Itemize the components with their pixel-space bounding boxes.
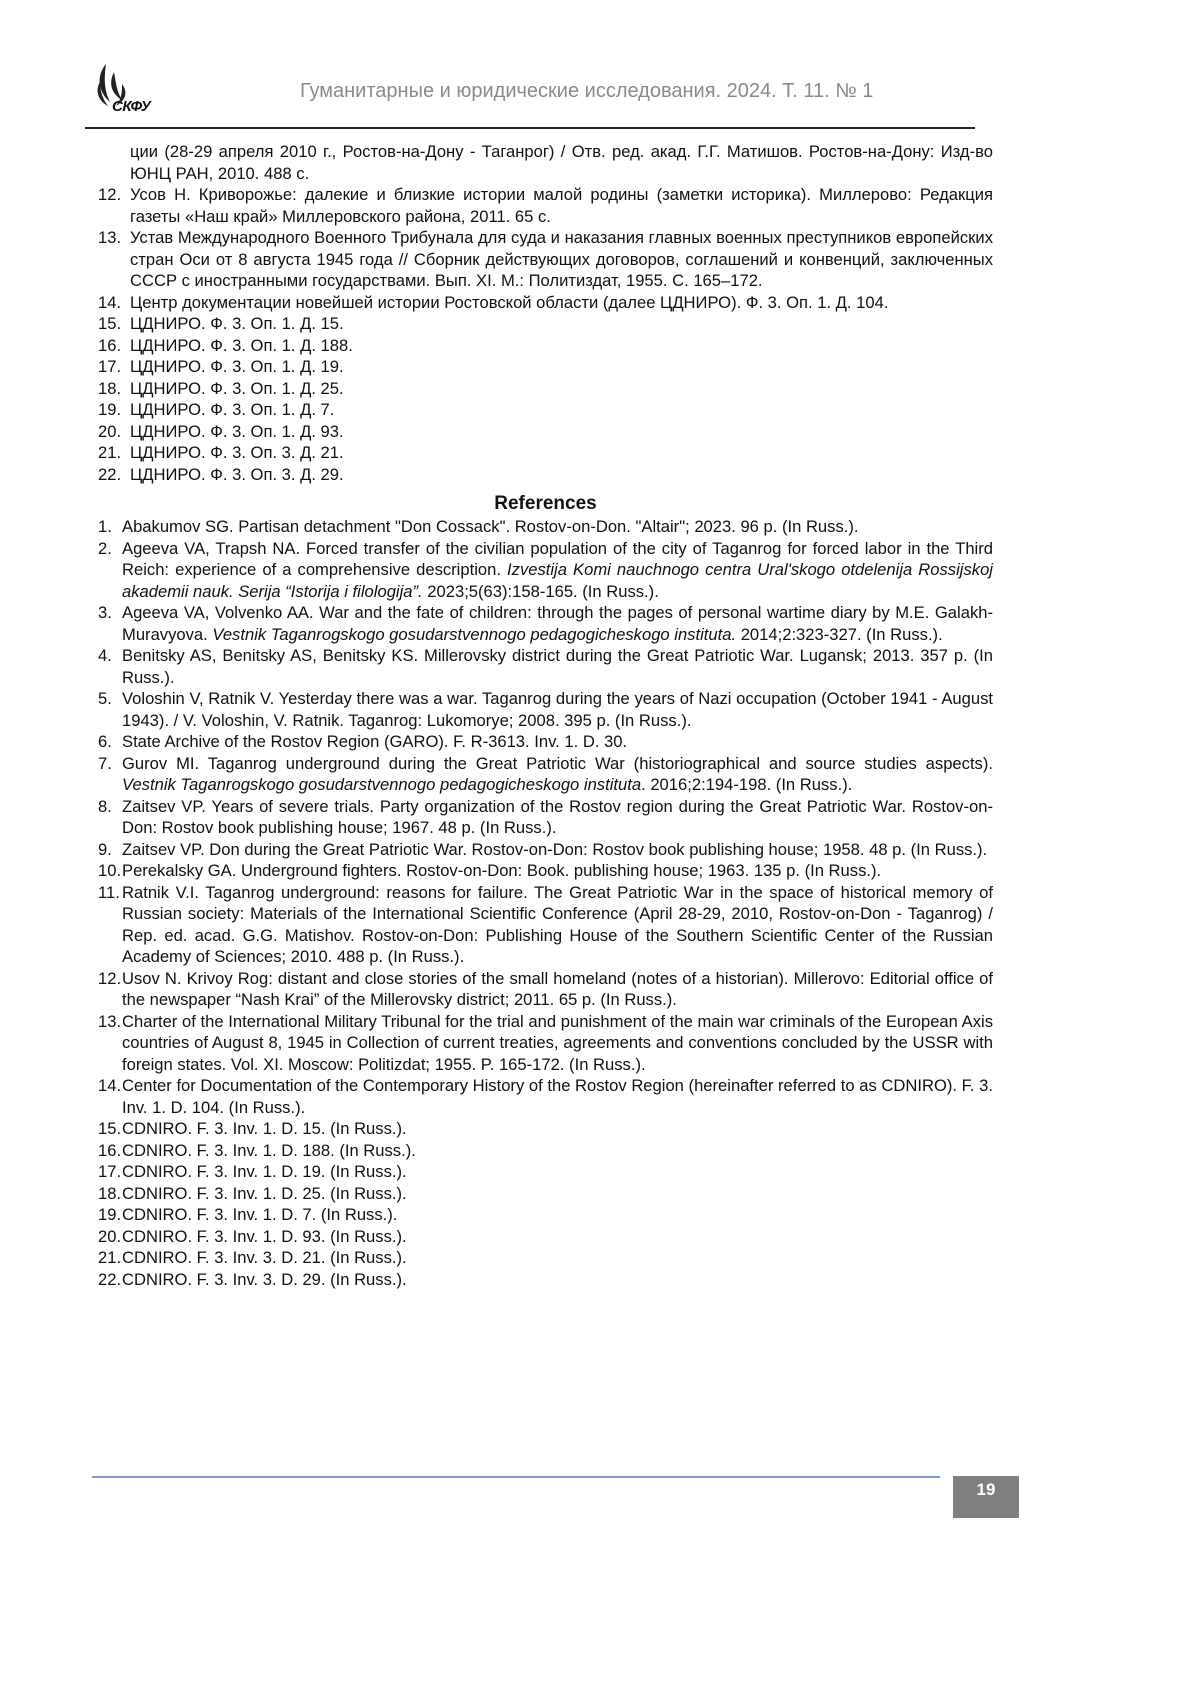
- reference-text-main: Zaitsev VP. Years of severe trials. Party organization of the Rostov region during the Great Patriotic War. Rostov-on-Don: Rostov book publishing house; 1967. 48 p. (In Russ.).: [122, 797, 993, 838]
- reference-item: [98, 292, 993, 314]
- reference-number: 21.: [98, 1247, 122, 1269]
- reference-text: [130, 378, 993, 400]
- reference-text: [122, 1011, 993, 1076]
- reference-number: 14.: [98, 1075, 122, 1118]
- reference-number: 2.: [98, 538, 122, 603]
- references-heading: References: [98, 493, 993, 515]
- reference-text: [130, 227, 993, 292]
- reference-item: [98, 839, 993, 861]
- reference-number: 4.: [98, 645, 122, 688]
- reference-text-main: Усов Н. Криворожье: далекие и близкие истории малой родины (заметки историка). Миллерово: Редакция газеты «Наш край» Миллеровского района, 2011. 65 с.: [130, 185, 993, 226]
- reference-journal: Vestnik Taganrogskogo gosudarstvennogo pedagogicheskogo instituta: [122, 775, 641, 794]
- reference-item: [98, 399, 993, 421]
- reference-text: [130, 335, 993, 357]
- journal-title: Гуманитарные и юридические исследования. 2024. Т. 11. № 1: [300, 80, 873, 103]
- reference-item: [98, 1075, 993, 1118]
- reference-text-tail: . 2016;2:194-198. (In Russ.).: [641, 775, 852, 794]
- reference-text-main: ЦДНИРО. Ф. 3. Оп. 1. Д. 25.: [130, 379, 344, 398]
- reference-number: 17.: [98, 1161, 122, 1183]
- reference-item: [98, 796, 993, 839]
- reference-number: 18.: [98, 1183, 122, 1205]
- reference-text: [130, 313, 993, 335]
- reference-text-tail: 2014;2:323-327. (In Russ.).: [736, 625, 943, 644]
- reference-item: [98, 184, 993, 227]
- page-body: [98, 141, 993, 1290]
- reference-item: [98, 1161, 993, 1183]
- reference-number: 6.: [98, 731, 122, 753]
- reference-text-main: Ratnik V.I. Taganrog underground: reasons for failure. The Great Patriotic War in the space of historical memory of Russian society: Materials of the International Scientific Conference (April 28-29, 2010, Rostov-on-Don - Taganrog) / Rep. ed. acad. G.G. Matishov. Rostov-on-Don: Publishing House of the Southern Scientific Center of the Russian Academy of Sciences; 2010. 488 p. (In Russ.).: [122, 883, 993, 967]
- reference-text-main: ЦДНИРО. Ф. 3. Оп. 1. Д. 93.: [130, 422, 344, 441]
- reference-text-main: Charter of the International Military Tribunal for the trial and punishment of the main war criminals of the European Axis countries of August 8, 1945 in Collection of current treaties, agreements and conventions concluded by the USSR with foreign states. Vol. XI. Moscow: Politizdat; 1955. P. 165-172. (In Russ.).: [122, 1012, 993, 1074]
- reference-item: [98, 442, 993, 464]
- reference-text-main: CDNIRO. F. 3. Inv. 1. D. 93. (In Russ.).: [122, 1227, 407, 1246]
- reference-text: [122, 753, 993, 796]
- reference-text: [122, 516, 993, 538]
- reference-text-main: ЦДНИРО. Ф. 3. Оп. 1. Д. 188.: [130, 336, 353, 355]
- reference-number: 3.: [98, 602, 122, 645]
- header-divider: [85, 127, 975, 129]
- reference-item: [98, 1247, 993, 1269]
- reference-item: [98, 378, 993, 400]
- reference-text-main: Benitsky AS, Benitsky AS, Benitsky KS. Millerovsky district during the Great Patriotic War. Lugansk; 2013. 357 p. (In Russ.).: [122, 646, 993, 687]
- reference-number: 22.: [98, 464, 130, 486]
- reference-text: [130, 356, 993, 378]
- reference-journal: Izvestija Komi nauchnogo centra Ural'skogo otdelenija Rossijskoj akademii nauk. Serija “Istorija i filologija”.: [122, 560, 993, 601]
- reference-text-main: ЦДНИРО. Ф. 3. Оп. 3. Д. 29.: [130, 465, 344, 484]
- reference-number: 11.: [98, 882, 122, 968]
- reference-item: [98, 968, 993, 1011]
- reference-text-main: Ageeva VA, Trapsh NA. Forced transfer of the civilian population of the city of Taganrog for forced labor in the Third Reich: experience of a comprehensive description.: [122, 539, 993, 580]
- reference-number: 20.: [98, 421, 130, 443]
- reference-item: [98, 1183, 993, 1205]
- reference-text: [130, 464, 993, 486]
- reference-number: 9.: [98, 839, 122, 861]
- reference-text: [122, 1204, 993, 1226]
- reference-text: [122, 602, 993, 645]
- reference-text: [122, 968, 993, 1011]
- reference-number: 7.: [98, 753, 122, 796]
- reference-item: [98, 1226, 993, 1248]
- reference-number: 21.: [98, 442, 130, 464]
- ru-ref-continuation: ции (28-29 апреля 2010 г., Ростов-на-Дону - Таганрог) / Отв. ред. акад. Г.Г. Матишов. Ростов-на-Дону: Изд-во ЮНЦ РАН, 2010. 488 с.: [98, 141, 993, 184]
- reference-text: [122, 688, 993, 731]
- reference-text-main: Usov N. Krivoy Rog: distant and close stories of the small homeland (notes of a historian). Millerovo: Editorial office of the newspaper “Nash Krai” of the Millerovsky district; 2011. 65 p. (In Russ.).: [122, 969, 993, 1010]
- reference-number: 8.: [98, 796, 122, 839]
- reference-item: [98, 882, 993, 968]
- reference-number: 12.: [98, 184, 130, 227]
- reference-number: 16.: [98, 335, 130, 357]
- reference-text-main: CDNIRO. F. 3. Inv. 1. D. 188. (In Russ.).: [122, 1141, 416, 1160]
- reference-item: [98, 313, 993, 335]
- reference-text-main: Центр документации новейшей истории Ростовской области (далее ЦДНИРО). Ф. 3. Оп. 1. Д. 104.: [130, 293, 888, 312]
- reference-number: 1.: [98, 516, 122, 538]
- reference-number: 13.: [98, 1011, 122, 1076]
- reference-item: [98, 860, 993, 882]
- reference-text-main: Ageeva VA, Volvenko AA. War and the fate of children: through the pages of personal wartime diary by M.E. Galakh-Muravyova.: [122, 603, 993, 644]
- reference-text-main: Gurov MI. Taganrog underground during the Great Patriotic War (historiographical and source studies aspects).: [122, 754, 993, 773]
- reference-text-main: CDNIRO. F. 3. Inv. 3. D. 21. (In Russ.).: [122, 1248, 407, 1267]
- reference-item: [98, 753, 993, 796]
- reference-text-tail: 2023;5(63):158-165. (In Russ.).: [423, 582, 659, 601]
- reference-item: [98, 356, 993, 378]
- reference-text-main: ЦДНИРО. Ф. 3. Оп. 3. Д. 21.: [130, 443, 344, 462]
- english-reference-list: [98, 516, 993, 1290]
- reference-text-main: CDNIRO. F. 3. Inv. 1. D. 25. (In Russ.).: [122, 1184, 407, 1203]
- reference-text-main: ЦДНИРО. Ф. 3. Оп. 1. Д. 7.: [130, 400, 334, 419]
- reference-number: 17.: [98, 356, 130, 378]
- reference-number: 13.: [98, 227, 130, 292]
- reference-text-main: Устав Международного Военного Трибунала для суда и наказания главных военных преступников европейских стран Оси от 8 августа 1945 года // Сборник действующих договоров, соглашений и конвенций, заключенных СССР с иностранными государствами. Вып. XI. М.: Политиздат, 1955. С. 165–172.: [130, 228, 993, 290]
- reference-number: 18.: [98, 378, 130, 400]
- reference-text: [122, 796, 993, 839]
- reference-item: [98, 538, 993, 603]
- reference-journal: Vestnik Taganrogskogo gosudarstvennogo pedagogicheskogo instituta.: [212, 625, 736, 644]
- logo-text: СКФУ: [112, 98, 150, 115]
- reference-text: [122, 731, 993, 753]
- page-number: 19: [953, 1476, 1019, 1518]
- reference-number: 16.: [98, 1140, 122, 1162]
- reference-item: [98, 516, 993, 538]
- reference-text-main: ЦДНИРО. Ф. 3. Оп. 1. Д. 19.: [130, 357, 344, 376]
- reference-text: [122, 1226, 993, 1248]
- reference-number: 15.: [98, 1118, 122, 1140]
- reference-item: [98, 688, 993, 731]
- reference-text-main: Abakumov SG. Partisan detachment "Don Cossack". Rostov-on-Don. "Altair"; 2023. 96 p. (In Russ.).: [122, 517, 859, 536]
- reference-item: [98, 335, 993, 357]
- reference-number: 15.: [98, 313, 130, 335]
- footer-divider: [92, 1476, 940, 1478]
- reference-text: [122, 1075, 993, 1118]
- reference-number: 12.: [98, 968, 122, 1011]
- reference-text: [122, 839, 993, 861]
- reference-text: [122, 538, 993, 603]
- reference-text: [130, 421, 993, 443]
- reference-number: 20.: [98, 1226, 122, 1248]
- reference-item: [98, 421, 993, 443]
- reference-text-main: Voloshin V, Ratnik V. Yesterday there was a war. Taganrog during the years of Nazi occupation (October 1941 - August 1943). / V. Voloshin, V. Ratnik. Taganrog: Lukomorye; 2008. 395 p. (In Russ.).: [122, 689, 993, 730]
- reference-text: [122, 1118, 993, 1140]
- reference-number: 5.: [98, 688, 122, 731]
- reference-item: [98, 464, 993, 486]
- reference-number: 19.: [98, 1204, 122, 1226]
- reference-text: [122, 882, 993, 968]
- reference-text: [122, 1183, 993, 1205]
- reference-text: [122, 1269, 993, 1291]
- reference-text: [122, 1247, 993, 1269]
- reference-text-main: ЦДНИРО. Ф. 3. Оп. 1. Д. 15.: [130, 314, 344, 333]
- reference-item: [98, 1269, 993, 1291]
- reference-number: 10.: [98, 860, 122, 882]
- reference-text-main: State Archive of the Rostov Region (GARO). F. R-3613. Inv. 1. D. 30.: [122, 732, 627, 751]
- reference-text-main: CDNIRO. F. 3. Inv. 1. D. 7. (In Russ.).: [122, 1205, 397, 1224]
- reference-text: [130, 184, 993, 227]
- reference-item: [98, 1140, 993, 1162]
- reference-text-main: Center for Documentation of the Contemporary History of the Rostov Region (hereinafter referred to as CDNIRO). F. 3. Inv. 1. D. 104. (In Russ.).: [122, 1076, 993, 1117]
- reference-text-main: Perekalsky GA. Underground fighters. Rostov-on-Don: Book. publishing house; 1963. 135 p. (In Russ.).: [122, 861, 881, 880]
- russian-reference-list: [98, 184, 993, 485]
- reference-text: [122, 860, 993, 882]
- reference-text-main: CDNIRO. F. 3. Inv. 1. D. 15. (In Russ.).: [122, 1119, 407, 1138]
- reference-text-main: CDNIRO. F. 3. Inv. 1. D. 19. (In Russ.).: [122, 1162, 407, 1181]
- reference-item: [98, 645, 993, 688]
- reference-text-main: Zaitsev VP. Don during the Great Patriotic War. Rostov-on-Don: Rostov book publishing house; 1958. 48 p. (In Russ.).: [122, 840, 987, 859]
- reference-text: [130, 442, 993, 464]
- reference-number: 22.: [98, 1269, 122, 1291]
- reference-text: [122, 1161, 993, 1183]
- reference-number: 14.: [98, 292, 130, 314]
- reference-item: [98, 1118, 993, 1140]
- reference-item: [98, 1011, 993, 1076]
- reference-text-main: CDNIRO. F. 3. Inv. 3. D. 29. (In Russ.).: [122, 1270, 407, 1289]
- reference-text: [122, 645, 993, 688]
- reference-text: [130, 399, 993, 421]
- reference-text: [130, 292, 993, 314]
- reference-item: [98, 602, 993, 645]
- reference-number: 19.: [98, 399, 130, 421]
- reference-item: [98, 1204, 993, 1226]
- reference-item: [98, 227, 993, 292]
- reference-text: [122, 1140, 993, 1162]
- reference-item: [98, 731, 993, 753]
